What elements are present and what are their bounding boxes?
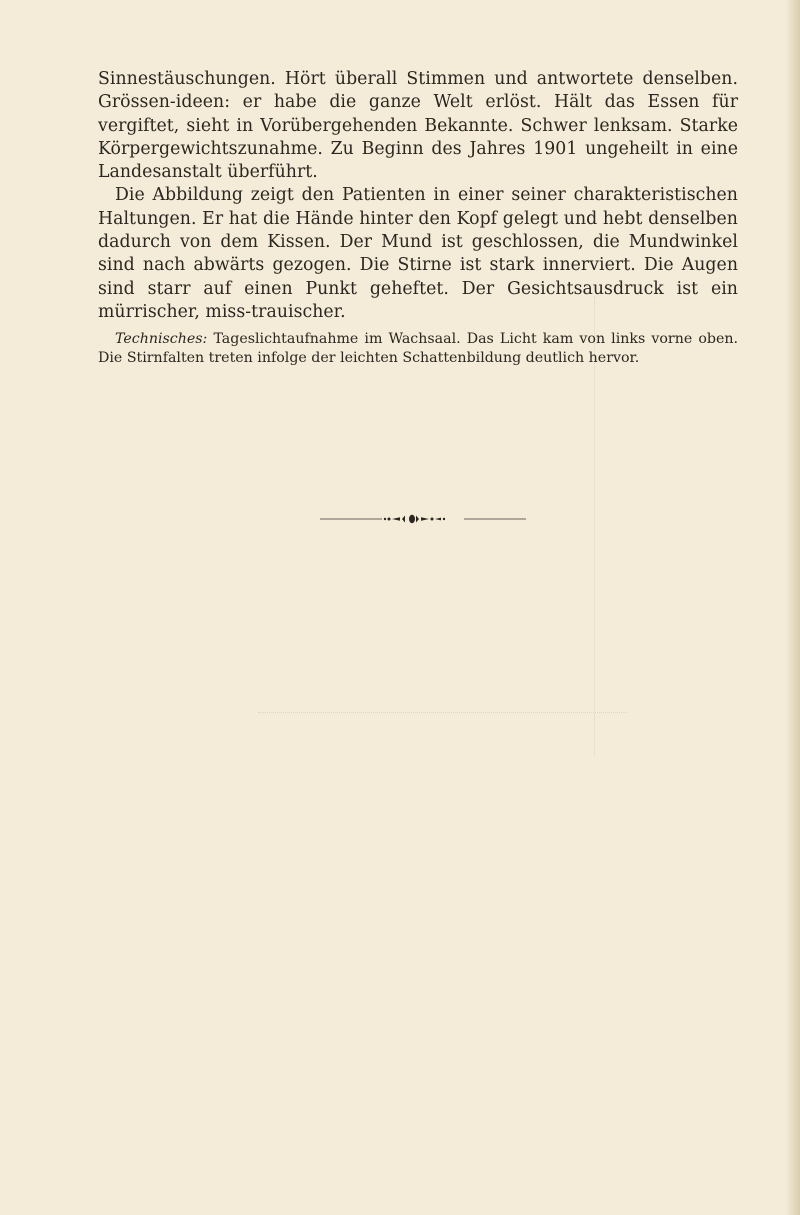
technical-note-label: Technisches: bbox=[115, 331, 208, 348]
ornament-divider-icon bbox=[320, 513, 526, 525]
technical-note bbox=[98, 330, 738, 368]
page-edge-shadow bbox=[786, 0, 800, 1215]
paper-bleed-through-horizontal bbox=[258, 712, 628, 714]
body-paragraph-2: Die Abbildung zeigt den Patienten in einer seiner charakteristischen Haltungen. Er hat die Hände hinter den Kopf gelegt und hebt denselben dadurch von dem Kissen. Der Mund ist geschlossen, die Mundwinkel sind nach abwärts gezogen. Die Stirne ist stark innerviert. Die Augen sind starr auf einen Punkt geheftet. Der Gesichtsausdruck ist ein mürrischer, miss-trauischer. bbox=[98, 185, 738, 322]
page-text-block bbox=[98, 68, 738, 368]
technical-note-text: Tageslichtaufnahme im Wachsaal. Das Licht kam von links vorne oben. Die Stirnfalten treten infolge der leichten Schattenbildung deutlich hervor. bbox=[98, 331, 738, 367]
body-paragraph-1: Sinnestäuschungen. Hört überall Stimmen und antwortete denselben. Grössen-ideen: er habe die ganze Welt erlöst. Hält das Essen für vergiftet, sieht in Vorübergehenden Bekannte. Schwer lenksam. Starke Körpergewichtszunahme. Zu Beginn des Jahres 1901 ungeheilt in eine Landesanstalt überführt. bbox=[98, 69, 738, 183]
